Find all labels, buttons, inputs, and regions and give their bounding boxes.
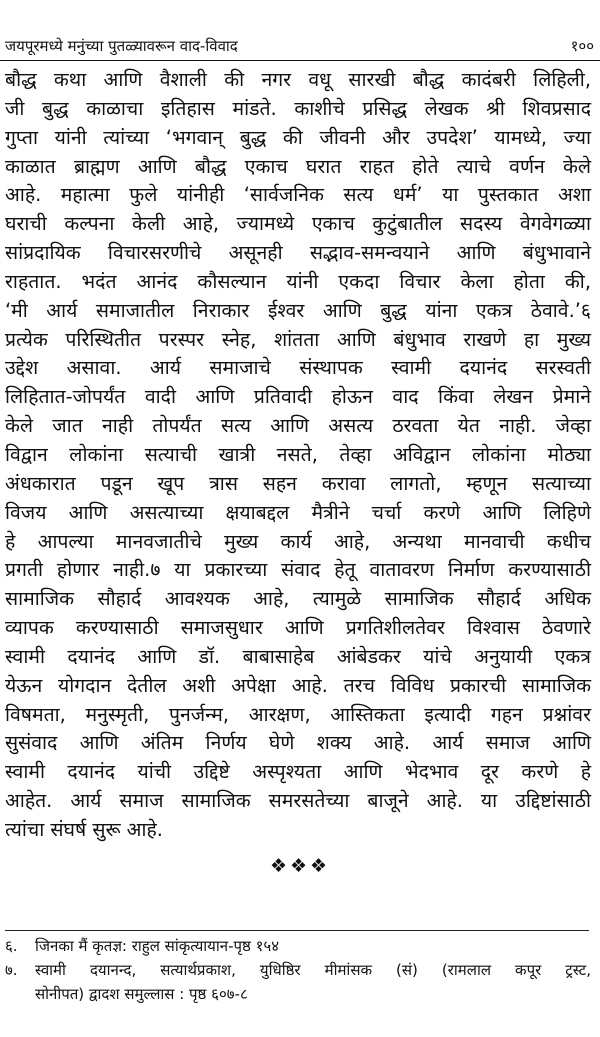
header-rule bbox=[0, 60, 600, 61]
footnote-text: सोनीपत) द्वादश समुल्लास : पृष्ठ ६०७-८ bbox=[35, 985, 248, 1003]
text-line: सामाजिक सौहार्द आवश्यक आहे, त्यामुळे सामाजिक सौहार्द अधिक bbox=[5, 587, 591, 611]
body-paragraph bbox=[5, 66, 591, 845]
text-line: हे आपल्या मानवजातीचे मुख्य कार्य आहे, अन्यथा मानवाची कधीच bbox=[5, 529, 591, 553]
text-line: आहे. महात्मा फुले यांनीही ‘सार्वजनिक सत्य धर्म’ या पुस्तकात अशा bbox=[5, 183, 591, 207]
text-line: सांप्रदायिक विचारसरणीचे असूनही सद्भाव-समन्वयाने आणि बंधुभावाने bbox=[5, 241, 591, 265]
text-line: लिहितात-जोपर्यंत वादी आणि प्रतिवादी होऊन वाद किंवा लेखन प्रेमाने bbox=[5, 385, 591, 409]
text-line: अंधकारात पडून खूप त्रास सहन करावा लागतो, म्हणून सत्याच्या bbox=[5, 471, 591, 495]
text-line: उद्देश असावा. आर्य समाजाचे संस्थापक स्वामी दयानंद सरस्वती bbox=[5, 356, 591, 380]
text-line: विजय आणि असत्याच्या क्षयाबद्दल मैत्रीने चर्चा करणे आणि लिहिणे bbox=[5, 500, 591, 524]
text-line: ‘मी आर्य समाजातील निराकार ईश्वर आणि बुद्ध यांना एकत्र ठेवावे.’६ bbox=[5, 298, 591, 322]
text-line: येऊन योगदान देतील अशी अपेक्षा आहे. तरच विविध प्रकारची सामाजिक bbox=[5, 673, 591, 697]
page-number: १०० bbox=[570, 37, 594, 55]
footnote bbox=[5, 958, 591, 1006]
footnote-number: ७. bbox=[5, 961, 18, 979]
text-line: सुसंवाद आणि अंतिम निर्णय घेणे शक्य आहे. आर्य समाज आणि bbox=[5, 731, 591, 755]
running-header bbox=[5, 34, 594, 58]
text-line: राहतात. भदंत आनंद कौसल्यान यांनी एकदा विचार केला होता की, bbox=[5, 269, 591, 293]
text-line: जी बुद्ध काळाचा इतिहास मांडते. काशीचे प्रसिद्ध लेखक श्री शिवप्रसाद bbox=[5, 96, 591, 120]
text-line: स्वामी दयानंद आणि डॉ. बाबासाहेब आंबेडकर यांचे अनुयायी एकत्र bbox=[5, 644, 591, 668]
footnote-text: जिनका मैं कृतज्ञ: राहुल सांकृत्यायान-पृष्ठ १५४ bbox=[35, 937, 280, 955]
text-line: प्रत्येक परिस्थितीत परस्पर स्नेह, शांतता आणि बंधुभाव राखणे हा मुख्य bbox=[5, 327, 591, 351]
text-line: केले जात नाही तोपर्यंत सत्य आणि असत्य ठरवता येत नाही. जेव्हा bbox=[5, 414, 591, 438]
text-line: विषमता, मनुस्मृती, पुनर्जन्म, आरक्षण, आस्तिकता इत्यादी गहन प्रश्नांवर bbox=[5, 702, 591, 726]
text-line: घराची कल्पना केली आहे, ज्यामध्ये एकाच कुटुंबातील सदस्य वेगवेगळ्या bbox=[5, 212, 591, 236]
text-line: बौद्ध कथा आणि वैशाली की नगर वधू सारखी बौद्ध कादंबरी लिहिली, bbox=[5, 68, 591, 91]
text-line: आहेत. आर्य समाज सामाजिक समरसतेच्या बाजूने आहे. या उद्दिष्टांसाठी bbox=[5, 789, 591, 813]
footnote-text: स्वामी दयानन्द, सत्यार्थप्रकाश, युधिष्ठिर मीमांसक (सं) (रामलाल कपूर ट्रस्ट, bbox=[35, 961, 591, 979]
text-line: स्वामी दयानंद यांची उद्दिष्टे अस्पृश्यता आणि भेदभाव दूर करणे हे bbox=[5, 760, 591, 784]
text-line: त्यांचा संघर्ष सुरू आहे. bbox=[5, 817, 163, 841]
footnote-number: ६. bbox=[5, 937, 18, 955]
running-title: जयपूरमध्ये मनुंच्या पुतळ्यावरून वाद-विवाद bbox=[5, 37, 238, 55]
text-line: विद्वान लोकांना सत्याची खात्री नसते, तेव्हा अविद्वान लोकांना मोठ्या bbox=[5, 442, 591, 466]
text-line: व्यापक करण्यासाठी समाजसुधार आणि प्रगतिशीलतेवर विश्वास ठेवणारे bbox=[5, 616, 591, 640]
text-line: काळात ब्राह्मण आणि बौद्ध एकाच घरात राहत होते त्याचे वर्णन केले bbox=[5, 154, 591, 178]
footnotes bbox=[5, 934, 591, 1006]
text-line: गुप्ता यांनी त्यांच्या ‘भगवान् बुद्ध की जीवनी और उपदेश’ यामध्ये, ज्या bbox=[5, 125, 591, 149]
footnote bbox=[5, 934, 591, 958]
section-break-ornament: ❖❖❖ bbox=[269, 855, 331, 877]
text-line: प्रगती होणार नाही.७ या प्रकारच्या संवाद हेतू वातावरण निर्माण करण्यासाठी bbox=[5, 558, 591, 582]
footnote-rule bbox=[5, 930, 589, 931]
